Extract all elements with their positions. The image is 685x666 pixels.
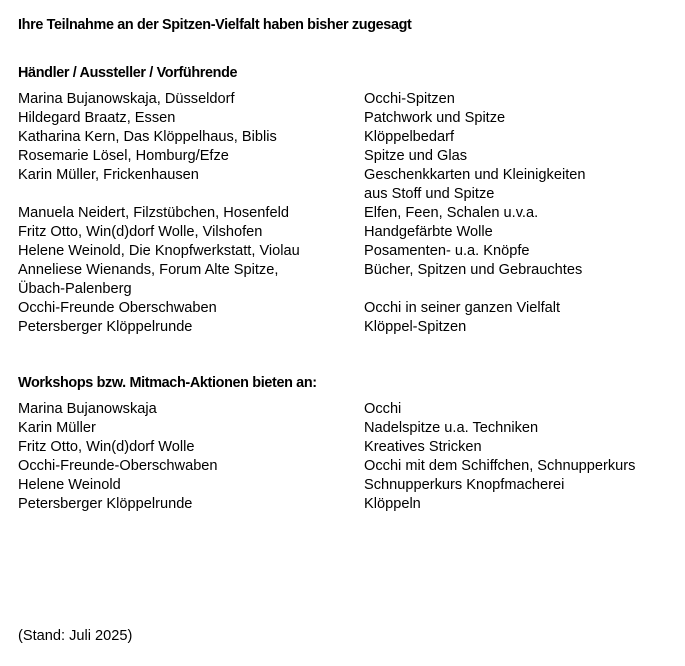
workshop-host: Helene Weinold [18,477,121,493]
list-item [18,457,668,476]
exhibitor-name: Katharina Kern, Das Klöppelhaus, Biblis [18,129,277,145]
list-item [18,261,668,299]
exhibitor-name: Rosemarie Lösel, Homburg/Efze [18,148,229,164]
exhibitor-name: Manuela Neidert, Filzstübchen, Hosenfeld [18,205,289,221]
list-item [18,147,668,166]
list-item [18,242,668,261]
workshop-topic: Schnupperkurs Knopfmacherei [364,477,565,493]
exhibitor-offer: Bücher, Spitzen und Gebrauchtes [364,262,583,278]
exhibitor-offer: Occhi-Spitzen [364,91,455,107]
workshop-host: Fritz Otto, Win(d)dorf Wolle [18,439,195,455]
exhibitor-name: Karin Müller, Frickenhausen [18,167,199,183]
exhibitor-offer: Klöppelbedarf [364,129,455,145]
exhibitor-offer: Spitze und Glas [364,148,468,164]
workshops-list [18,400,668,514]
list-item [18,400,668,419]
exhibitor-offer: Geschenkkarten und Kleinigkeiten aus Stoff und Spitze [364,167,586,202]
exhibitor-name: Marina Bujanowskaja, Düsseldorf [18,91,235,107]
exhibitor-offer: Patchwork und Spitze [364,110,506,126]
workshop-host: Petersberger Klöppelrunde [18,496,193,512]
list-item [18,299,668,318]
list-item [18,204,668,223]
list-item [18,109,668,128]
list-item [18,166,668,204]
workshop-topic: Occhi [364,401,402,417]
list-item [18,419,668,438]
exhibitor-offer: Elfen, Feen, Schalen u.v.a. [364,205,539,221]
workshop-topic: Occhi mit dem Schiffchen, Schnupperkurs [364,458,636,474]
workshop-topic: Kreatives Stricken [364,439,482,455]
exhibitor-offer: Posamenten- u.a. Knöpfe [364,243,530,259]
list-item [18,90,668,109]
list-item [18,223,668,242]
exhibitors-list [18,90,668,337]
list-item [18,438,668,457]
list-item [18,495,668,514]
exhibitor-name: Anneliese Wienands, Forum Alte Spitze, Übach-Palenberg [18,262,279,297]
exhibitor-offer: Occhi in seiner ganzen Vielfalt [364,300,561,316]
exhibitor-offer: Klöppel-Spitzen [364,319,467,335]
workshop-host: Occhi-Freunde-Oberschwaben [18,458,218,474]
exhibitor-name: Occhi-Freunde Oberschwaben [18,300,217,316]
exhibitor-name: Helene Weinold, Die Knopfwerkstatt, Violau [18,243,300,259]
exhibitor-name: Petersberger Klöppelrunde [18,319,193,335]
workshop-topic: Nadelspitze u.a. Techniken [364,420,539,436]
list-item [18,128,668,147]
list-item [18,476,668,495]
workshop-host: Marina Bujanowskaja [18,401,157,417]
exhibitor-offer: Handgefärbte Wolle [364,224,493,240]
status-date: (Stand: Juli 2025) [18,628,133,644]
workshop-host: Karin Müller [18,420,96,436]
exhibitor-name: Fritz Otto, Win(d)dorf Wolle, Vilshofen [18,224,263,240]
workshops-heading: Workshops bzw. Mitmach-Aktionen bieten an: [18,375,317,391]
exhibitor-name: Hildegard Braatz, Essen [18,110,176,126]
exhibitors-heading: Händler / Aussteller / Vorführende [18,65,238,81]
list-item [18,318,668,337]
document-title: Ihre Teilnahme an der Spitzen-Vielfalt haben bisher zugesagt [18,17,412,33]
workshop-topic: Klöppeln [364,496,421,512]
